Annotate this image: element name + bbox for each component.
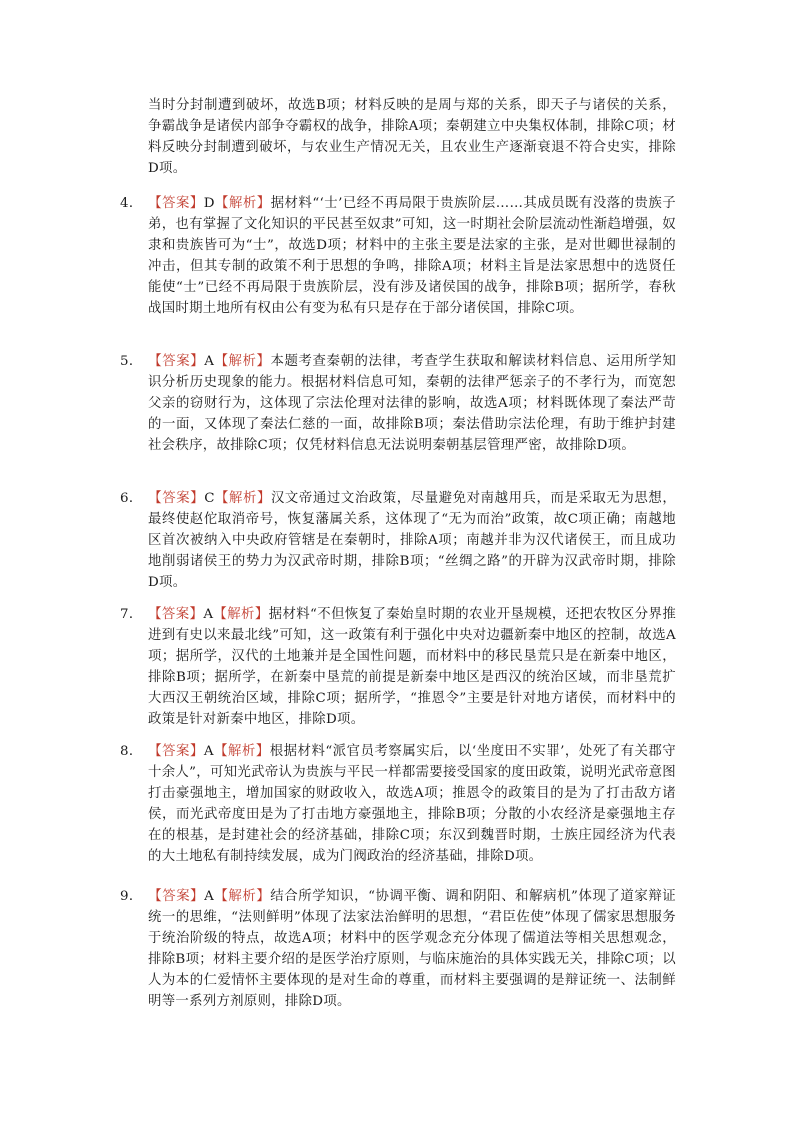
answer-item-7 [120, 604, 676, 730]
analysis-text: 据材料“不但恢复了秦始皇时期的农业开垦规模，还把农牧区分界推进到有史以来最北线”可知，这一政策有利于强化中央对边疆新秦中地区的控制，故选A项；据所学，汉代的土地兼并是全国性问题，而材料中的移民垦荒只是在新秦中地区，排除B项；据所学，在新秦中垦荒的前提是新秦中地区是西汉的统治区域，而非垦荒扩大西汉王朝统治区域，排除C项；据所学，“推恩令”主要是针对地方诸侯，而材料中的政策是针对新秦中地区，排除D项。 [148, 607, 677, 727]
answer-label: 【答案】 [148, 607, 204, 622]
answer-label: 【答案】 [148, 354, 205, 369]
answer-label: 【答案】 [148, 491, 205, 506]
item-number: 9． [120, 889, 143, 904]
analysis-text: 本题考查秦朝的法律，考查学生获取和解读材料信息、运用所学知识分析历史现象的能力。根据材料信息可知，秦朝的法律严惩亲子的不孝行为，而宽恕父亲的窃财行为，这体现了宗法伦理对法律的影响，故选A项；材料既体现了秦法严苛的一面，又体现了秦法仁慈的一面，故排除B项；秦法借助宗法伦理，有助于维护封建社会秩序，故排除C项；仅凭材料信息无法说明秦朝基层管理严密，故排除D项。 [148, 354, 677, 453]
answer-item-8 [120, 741, 676, 867]
answer-item-4 [120, 193, 676, 319]
answer-item-6 [120, 488, 676, 593]
analysis-label: 【解析】 [214, 491, 271, 506]
item-number: 7． [120, 607, 143, 622]
answer-label: 【答案】 [148, 889, 205, 904]
intro-paragraph: 当时分封制遭到破坏，故选B项；材料反映的是周与郑的关系，即天子与诸侯的关系，争霸战争是诸侯内部争夺霸权的战争，排除A项；秦朝建立中央集权体制，排除C项；材料反映分封制遭到破坏，与农业生产情况无关，且农业生产逐渐衰退不符合史实，排除D项。 [148, 98, 676, 176]
analysis-label: 【解析】 [214, 354, 271, 369]
answer-value: A [203, 744, 214, 759]
item-number: 4． [120, 196, 143, 211]
analysis-text: 据材料“‘士’已经不再局限于贵族阶层……其成员既有没落的贵族子弟，也有掌握了文化知识的平民甚至奴隶”可知，这一时期社会阶层流动性渐趋增强，奴隶和贵族皆可为“士”，故选D项；材料中的主张主要是法家的主张，是对世卿世禄制的冲击，但其专制的政策不利于思想的争鸣，排除A项；材料主旨是法家思想中的选贤任能使“士”已经不再局限于贵族阶层，没有涉及诸侯国的战争，排除B项；据所学，春秋战国时期土地所有权由公有变为私有只是存在于部分诸侯国，排除C项。 [148, 196, 676, 316]
answer-item-9 [120, 886, 676, 1012]
item-number: 6． [120, 491, 143, 506]
analysis-text: 汉文帝通过文治政策，尽量避免对南越用兵，而是采取无为思想，最终使赵佗取消帝号，恢复藩属关系，这体现了“无为而治”政策，故C项正确；南越地区首次被纳入中央政府管辖是在秦朝时，排除A项；南越并非为汉代诸侯王，而且成功地削弱诸侯王的势力为汉武帝时期，排除B项；“丝绸之路”的开辟为汉武帝时期，排除D项。 [148, 491, 677, 590]
answer-value: A [204, 889, 215, 904]
analysis-label: 【解析】 [213, 607, 269, 622]
analysis-text: 结合所学知识，“协调平衡、调和阴阳、和解病机”体现了道家辩证统一的思维，“法则鲜明”体现了法家法治鲜明的思想，“君臣佐使”体现了儒家思想服务于统治阶级的特点，故选A项；材料中的医学观念充分体现了儒道法等相关思想观念，排除B项；材料主要介绍的是医学治疗原则，与临床施治的具体实践无关，排除C项；以人为本的仁爱情怀主要体现的是对生命的尊重，而材料主要强调的是辩证统一、法制鲜明等一系列方剂原则，排除D项。 [148, 889, 676, 1009]
answer-item-5 [120, 351, 676, 456]
item-number: 5． [120, 354, 143, 369]
answer-label: 【答案】 [148, 196, 204, 211]
answer-value: D [203, 196, 215, 211]
answer-value: A [203, 607, 214, 622]
answer-label: 【答案】 [148, 744, 204, 759]
analysis-text: 根据材料“派官员考察属实后，以‘坐度田不实罪’，处死了有关郡守十余人”，可知光武帝认为贵族与平民一样都需要接受国家的度田政策，说明光武帝意图打击豪强地主，增加国家的财政收入，故选A项；推恩令的政策目的是为了打击敌方诸侯，而光武帝度田是为了打击地方豪强地主，排除B项；分散的小农经济是豪强地主存在的根基，是封建社会的经济基础，排除C项；东汉到魏晋时期，士族庄园经济为代表的大土地私有制持续发展，成为门阀政治的经济基础，排除D项。 [148, 744, 676, 864]
analysis-label: 【解析】 [214, 889, 271, 904]
answer-value: C [204, 491, 215, 506]
analysis-label: 【解析】 [214, 196, 271, 211]
item-number: 8． [120, 744, 143, 759]
answer-value: A [204, 354, 215, 369]
analysis-label: 【解析】 [213, 744, 270, 759]
